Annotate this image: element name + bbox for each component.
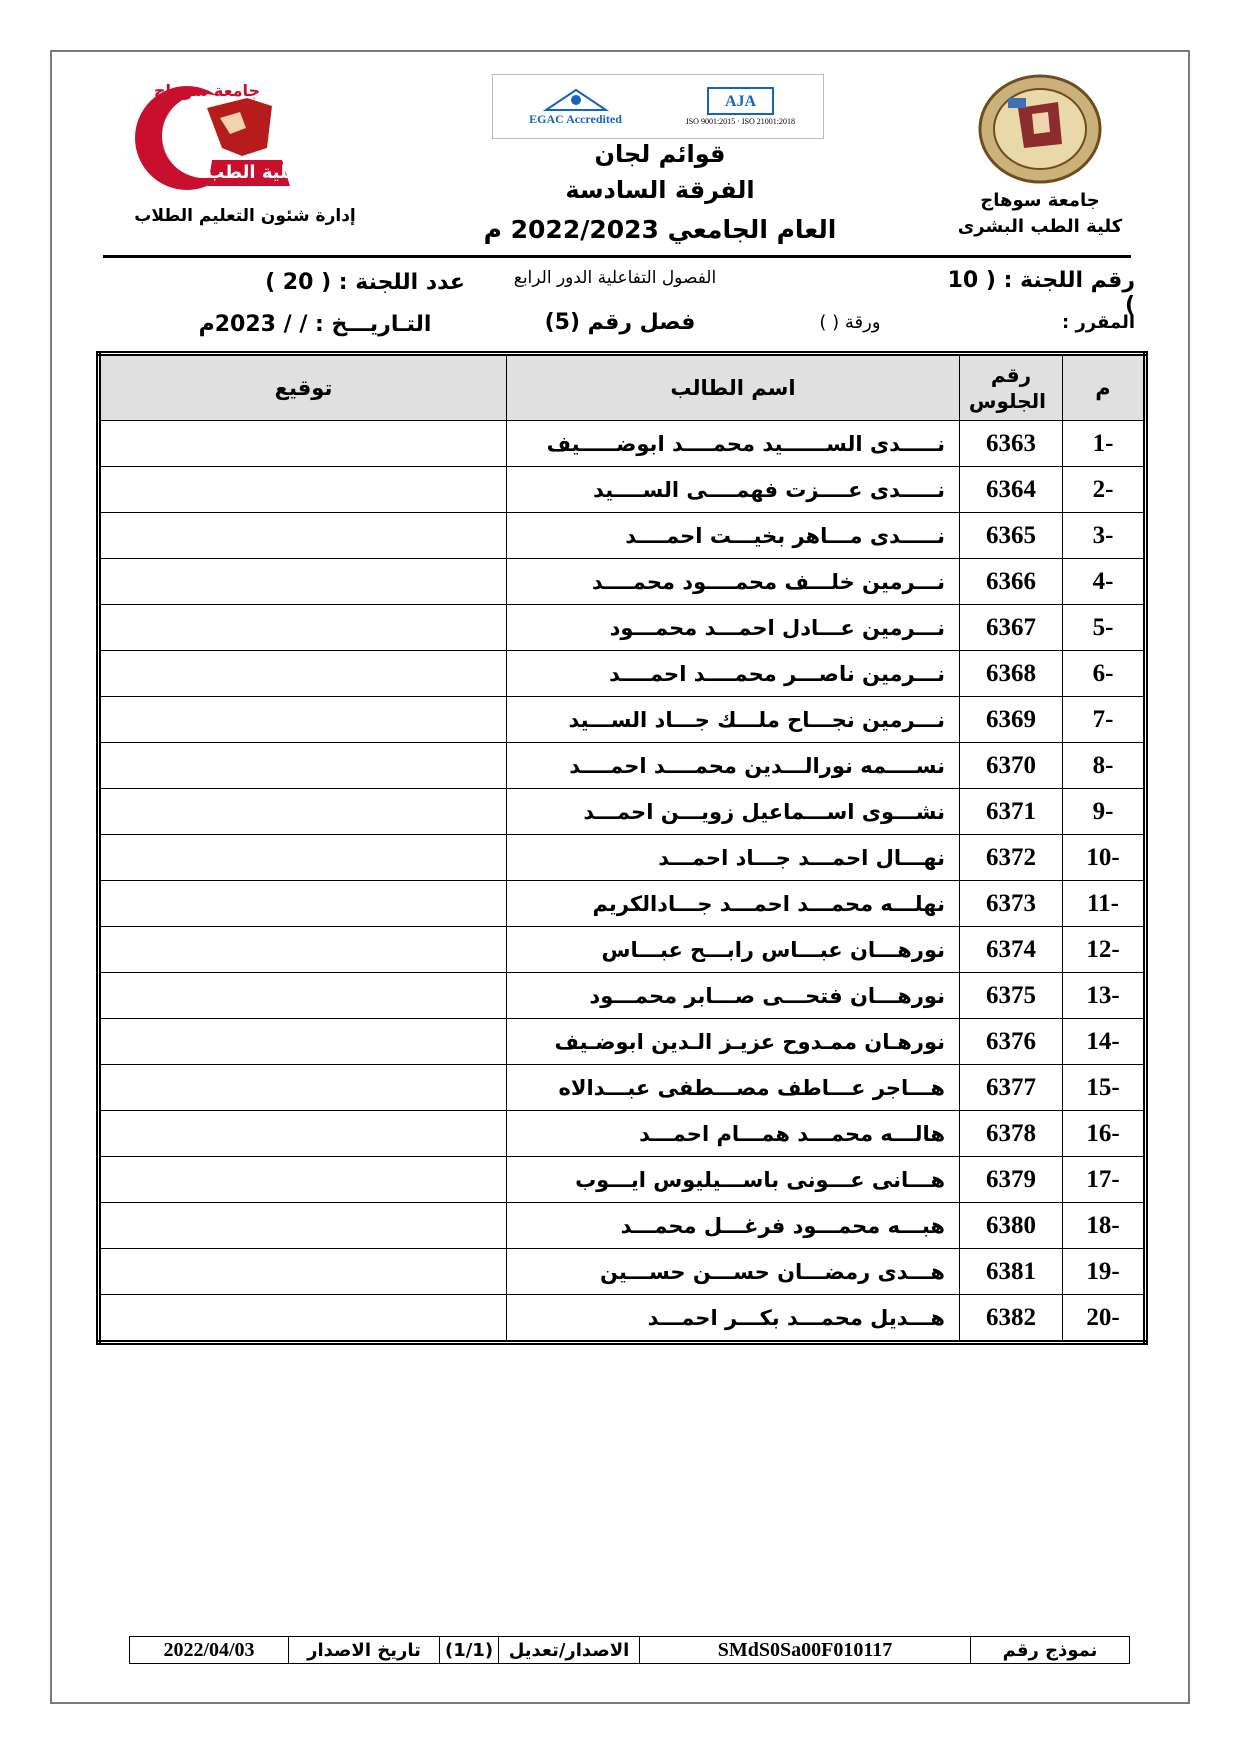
col-header-index: م (1063, 354, 1146, 421)
table-row (99, 651, 1146, 697)
certification-badges (492, 74, 824, 139)
row-seat-number: 6368 (960, 651, 1063, 697)
egac-label: EGAC Accredited (529, 112, 622, 126)
session-label: الفصول التفاعلية الدور الرابع (513, 268, 717, 288)
row-index: -16 (1063, 1111, 1146, 1157)
footer-issue-date: 2022/04/03 (163, 1638, 255, 1661)
table-row (99, 513, 1146, 559)
row-seat-number: 6379 (960, 1157, 1063, 1203)
row-index: -20 (1063, 1295, 1146, 1343)
egac-badge (493, 75, 658, 138)
row-seat-number: 6377 (960, 1065, 1063, 1111)
university-seal-icon (978, 74, 1102, 184)
faculty-name: كلية الطب البشرى (957, 216, 1123, 237)
footer-form-code: SMdS0Sa00F010117 (639, 1637, 970, 1663)
table-row (99, 1111, 1146, 1157)
faculty-logo (112, 78, 302, 196)
row-signature-cell[interactable] (99, 1203, 507, 1249)
row-seat-number: 6380 (960, 1203, 1063, 1249)
table-row (99, 559, 1146, 605)
row-index: -18 (1063, 1203, 1146, 1249)
committee-count: عدد اللجنة : ( 20 ) (265, 270, 465, 295)
row-index: -1 (1063, 421, 1146, 467)
row-signature-cell[interactable] (99, 789, 507, 835)
table-row (99, 881, 1146, 927)
committee-roster-table (96, 351, 1148, 1345)
row-signature-cell[interactable] (99, 1019, 507, 1065)
row-index: -15 (1063, 1065, 1146, 1111)
col-header-name: اسم الطالب (507, 354, 960, 421)
row-seat-number: 6364 (960, 467, 1063, 513)
row-signature-cell[interactable] (99, 1295, 507, 1343)
table-row (99, 1203, 1146, 1249)
row-signature-cell[interactable] (99, 927, 507, 973)
title-line-3: العام الجامعي 2022/2023 م (483, 215, 837, 244)
faculty-logo-icon (112, 78, 302, 196)
row-index: -9 (1063, 789, 1146, 835)
row-student-name: نـــرمين خلـــف محمــــود محمــــد (507, 559, 960, 605)
row-seat-number: 6382 (960, 1295, 1063, 1343)
row-index: -8 (1063, 743, 1146, 789)
row-seat-number: 6369 (960, 697, 1063, 743)
row-student-name: نهـــال احمـــد جـــاد احمـــد (507, 835, 960, 881)
row-student-name: هالـــه محمـــد همـــام احمـــد (507, 1111, 960, 1157)
row-student-name: نورهـان ممـدوح عزيـز الـدين ابوضـيف (507, 1019, 960, 1065)
row-seat-number: 6376 (960, 1019, 1063, 1065)
row-student-name: نشـــوى اســـماعيل زويـــن احمـــد (507, 789, 960, 835)
title-line-2: الفرقة السادسة (565, 176, 755, 204)
row-signature-cell[interactable] (99, 513, 507, 559)
date-field: التـاريـــخ : / / 2023م (198, 312, 432, 337)
row-index: -3 (1063, 513, 1146, 559)
footer-form-label: نموذج رقم (970, 1637, 1129, 1663)
table-row (99, 697, 1146, 743)
col-header-seat (960, 354, 1063, 421)
row-seat-number: 6371 (960, 789, 1063, 835)
row-seat-number: 6378 (960, 1111, 1063, 1157)
table-row (99, 927, 1146, 973)
row-signature-cell[interactable] (99, 973, 507, 1019)
row-student-name: نورهـــان عبـــاس رابـــح عبـــاس (507, 927, 960, 973)
row-student-name: هـــدى رمضـــان حســـن حســـين (507, 1249, 960, 1295)
footer-version-label: الاصدار/تعديل (498, 1637, 639, 1663)
row-student-name: نـــــدى عــــزت فهمــــى الســــيد (507, 467, 960, 513)
footer-version-value: (1/1) (439, 1637, 498, 1663)
table-row (99, 605, 1146, 651)
aja-badge (658, 75, 823, 138)
table-row (99, 1249, 1146, 1295)
row-signature-cell[interactable] (99, 605, 507, 651)
table-row (99, 1157, 1146, 1203)
row-student-name: نـــرمين نجـــاح ملـــك جـــاد الســـيد (507, 697, 960, 743)
svg-text:كلية الطب: كلية الطب (206, 162, 298, 183)
row-signature-cell[interactable] (99, 835, 507, 881)
row-seat-number: 6374 (960, 927, 1063, 973)
row-student-name: هبـــه محمـــود فرغـــل محمـــد (507, 1203, 960, 1249)
table-row (99, 835, 1146, 881)
row-student-name: نهلـــه محمـــد احمـــد جـــادالكريم (507, 881, 960, 927)
paper-label: ورقة ( ) (819, 312, 881, 333)
table-row (99, 467, 1146, 513)
row-student-name: نورهـــان فتحـــى صـــابر محمـــود (507, 973, 960, 1019)
row-index: -4 (1063, 559, 1146, 605)
row-signature-cell[interactable] (99, 467, 507, 513)
row-index: -10 (1063, 835, 1146, 881)
row-signature-cell[interactable] (99, 1249, 507, 1295)
row-seat-number: 6365 (960, 513, 1063, 559)
class-number: فصل رقم (5) (544, 310, 696, 335)
title-line-1: قوائم لجان (594, 140, 726, 168)
table-row (99, 421, 1146, 467)
row-seat-number: 6366 (960, 559, 1063, 605)
row-index: -6 (1063, 651, 1146, 697)
row-index: -11 (1063, 881, 1146, 927)
row-seat-number: 6370 (960, 743, 1063, 789)
row-signature-cell[interactable] (99, 1111, 507, 1157)
egac-logo-icon (516, 86, 636, 112)
row-student-name: هـــديل محمـــد بكـــر احمـــد (507, 1295, 960, 1343)
row-signature-cell[interactable] (99, 697, 507, 743)
table-row (99, 1019, 1146, 1065)
row-student-name: نـــــدى الســــــيد محمــــد ابوضـــــيف (507, 421, 960, 467)
table-row (99, 789, 1146, 835)
course-label: المقرر : (1062, 312, 1135, 333)
row-student-name: نـــرمين عـــادل احمـــد محمـــود (507, 605, 960, 651)
row-signature-cell[interactable] (99, 881, 507, 927)
row-seat-number: 6372 (960, 835, 1063, 881)
table-row (99, 1065, 1146, 1111)
row-seat-number: 6367 (960, 605, 1063, 651)
row-signature-cell[interactable] (99, 421, 507, 467)
table-header-row (99, 354, 1146, 421)
university-seal (978, 74, 1102, 184)
table-row (99, 743, 1146, 789)
row-seat-number: 6381 (960, 1249, 1063, 1295)
row-index: -14 (1063, 1019, 1146, 1065)
row-student-name: هـــانى عـــونى باســـيليوس ايـــوب (507, 1157, 960, 1203)
committee-number: رقم اللجنة : ( 10 ) (947, 268, 1135, 318)
university-name: جامعة سوهاج (980, 190, 1100, 211)
footer-issue-label: تاريخ الاصدار (288, 1637, 439, 1663)
header-divider (103, 255, 1131, 258)
row-student-name: نـــرمين ناصـــر محمــــد احمــــد (507, 651, 960, 697)
row-index: -5 (1063, 605, 1146, 651)
row-index: -2 (1063, 467, 1146, 513)
row-seat-number: 6375 (960, 973, 1063, 1019)
col-header-seat-label: رقم الجلوس (968, 363, 1046, 413)
col-header-signature: توقيع (99, 354, 507, 421)
row-index: -13 (1063, 973, 1146, 1019)
row-seat-number: 6373 (960, 881, 1063, 927)
table-row (99, 973, 1146, 1019)
aja-label: AJA (724, 93, 757, 110)
row-index: -19 (1063, 1249, 1146, 1295)
table-row (99, 1295, 1146, 1343)
row-signature-cell[interactable] (99, 1157, 507, 1203)
row-signature-cell[interactable] (99, 1065, 507, 1111)
row-index: -7 (1063, 697, 1146, 743)
row-signature-cell[interactable] (99, 743, 507, 789)
row-index: -12 (1063, 927, 1146, 973)
form-footer (129, 1636, 1130, 1664)
row-student-name: نـــــدى مـــاهر بخيـــت احمــــد (507, 513, 960, 559)
row-signature-cell[interactable] (99, 559, 507, 605)
svg-text:جامعة سوهاج: جامعة سوهاج (153, 81, 261, 100)
row-student-name: نســــمه نورالـــدين محمــــد احمــــد (507, 743, 960, 789)
admin-label: إدارة شئون التعليم الطلاب (134, 206, 356, 226)
row-signature-cell[interactable] (99, 651, 507, 697)
row-index: -17 (1063, 1157, 1146, 1203)
aja-iso-label: ISO 9001:2015 · ISO 21001:2018 (686, 117, 795, 126)
row-student-name: هـــاجر عـــاطف مصـــطفى عبـــدالاه (507, 1065, 960, 1111)
row-seat-number: 6363 (960, 421, 1063, 467)
